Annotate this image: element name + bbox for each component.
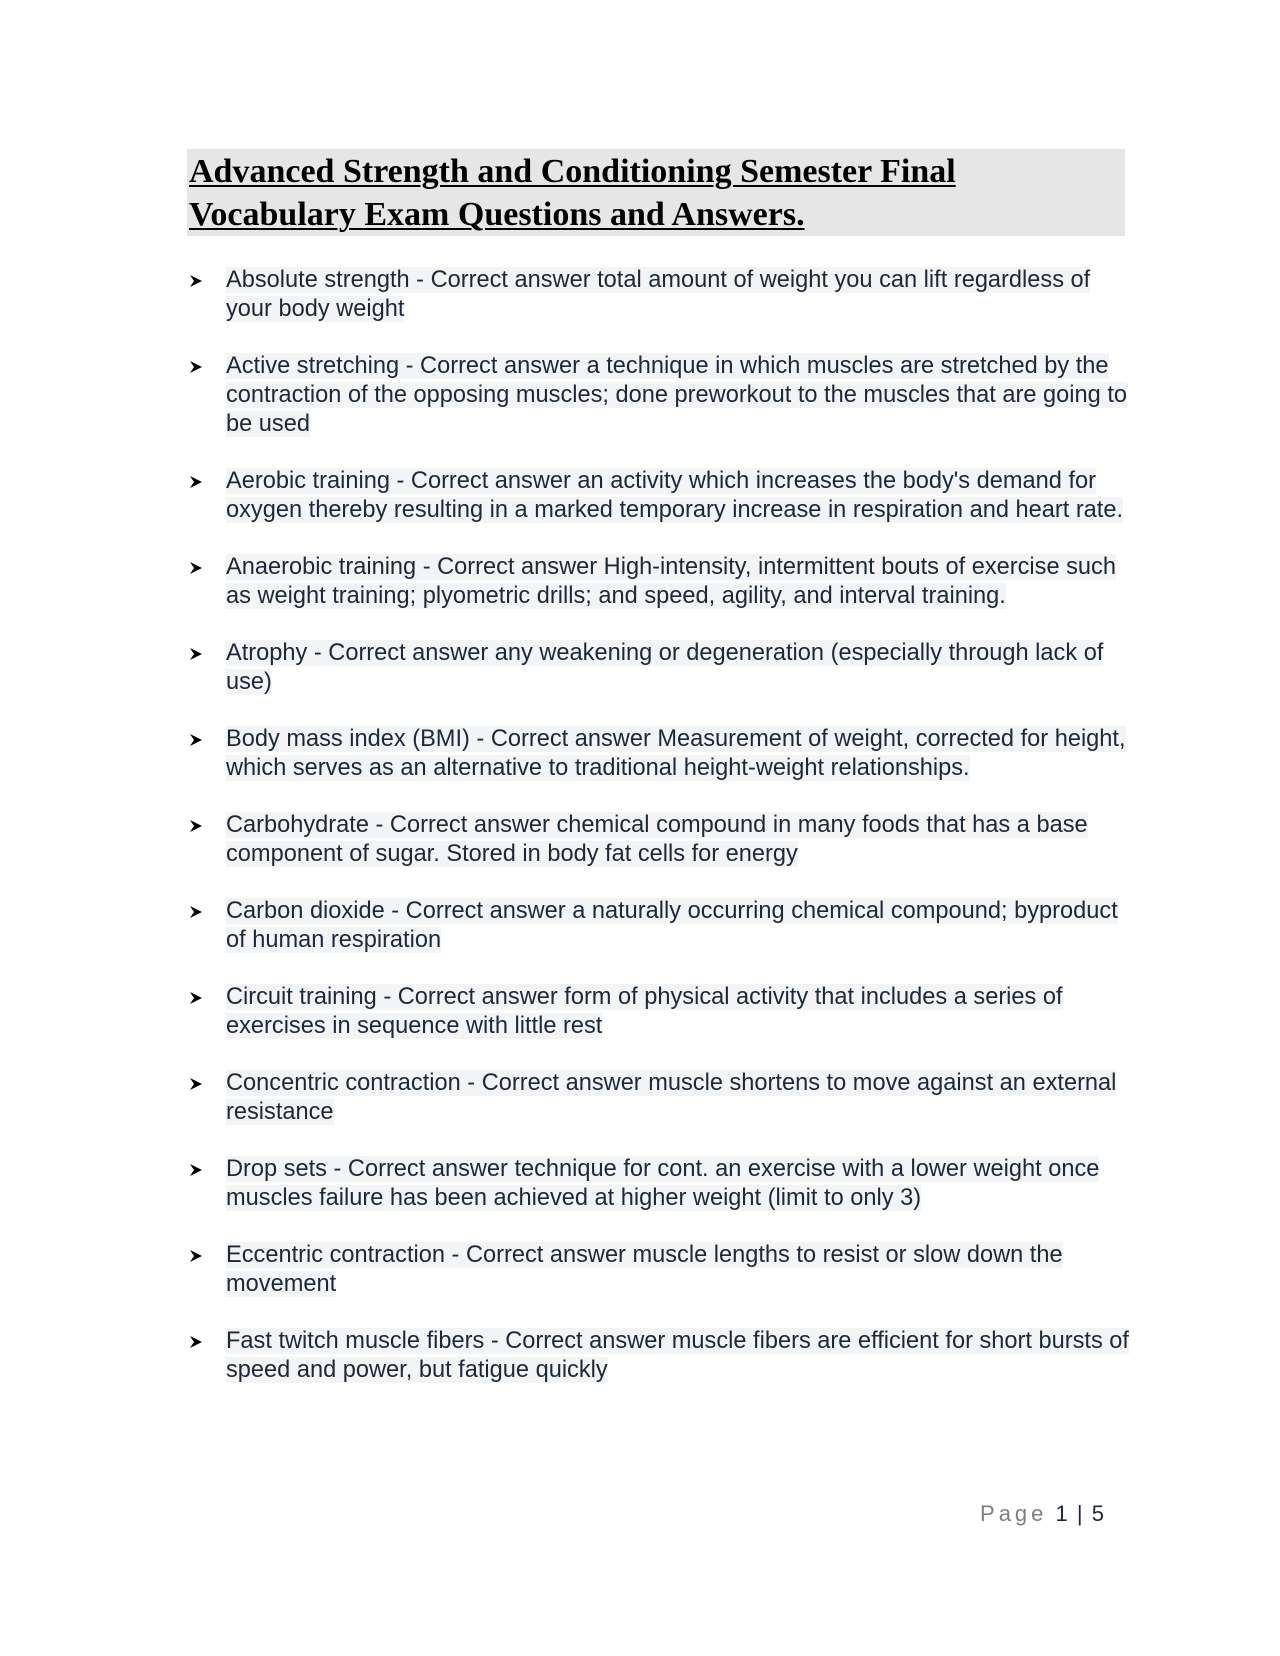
document-title: Advanced Strength and Conditioning Semester Final Vocabulary Exam Questions and Answers. [189,153,956,233]
list-item [189,1155,1129,1213]
arrowhead-bullet-icon [189,983,211,1012]
list-item [189,725,1129,783]
list-item [189,352,1129,439]
term-text: Aerobic training - Correct answer an activity which increases the body's demand for oxygen thereby resulting in a marked temporary increase in respiration and heart rate. [226,468,1124,523]
arrowhead-bullet-icon [189,811,211,840]
term-text: Fast twitch muscle fibers - Correct answer muscle fibers are efficient for short bursts of speed and power, but fatigue quickly [226,1328,1129,1383]
page-total: 5 [1091,1501,1104,1526]
arrowhead-bullet-icon [189,352,211,381]
vocabulary-list [189,266,1129,1413]
list-item [189,467,1129,525]
term-text: Circuit training - Correct answer form of physical activity that includes a series of exercises in sequence with little rest [226,984,1063,1039]
arrowhead-bullet-icon [189,467,211,496]
list-item [189,897,1129,955]
page-footer [980,1500,1104,1528]
term-text: Eccentric contraction - Correct answer muscle lengths to resist or slow down the movement [226,1242,1063,1297]
term-text: Carbon dioxide - Correct answer a naturally occurring chemical compound; byproduct of human respiration [226,898,1118,953]
list-item [189,1241,1129,1299]
page-label: Page [980,1501,1048,1526]
term-text: Concentric contraction - Correct answer muscle shortens to move against an external resistance [226,1070,1117,1125]
arrowhead-bullet-icon [189,897,211,926]
arrowhead-bullet-icon [189,1069,211,1098]
term-text: Body mass index (BMI) - Correct answer Measurement of weight, corrected for height, which serves as an alternative to traditional height-weight relationships. [226,726,1126,781]
arrowhead-bullet-icon [189,639,211,668]
list-item [189,266,1129,324]
arrowhead-bullet-icon [189,1241,211,1270]
term-text: Carbohydrate - Correct answer chemical compound in many foods that has a base component of sugar. Stored in body fat cells for energy [226,812,1088,867]
term-text: Absolute strength - Correct answer total amount of weight you can lift regardless of your body weight [226,267,1091,322]
arrowhead-bullet-icon [189,1327,211,1356]
arrowhead-bullet-icon [189,725,211,754]
term-text: Active stretching - Correct answer a technique in which muscles are stretched by the contraction of the opposing muscles; done preworkout to the muscles that are going to be used [226,353,1128,437]
list-item [189,811,1129,869]
page-separator: | [1076,1501,1083,1526]
page-number: 1 [1055,1501,1068,1526]
term-text: Anaerobic training - Correct answer High-intensity, intermittent bouts of exercise such as weight training; plyometric drills; and speed, agility, and interval training. [226,554,1116,609]
term-text: Atrophy - Correct answer any weakening or degeneration (especially through lack of use) [226,640,1104,695]
list-item [189,1327,1129,1385]
list-item [189,1069,1129,1127]
arrowhead-bullet-icon [189,553,211,582]
term-text: Drop sets - Correct answer technique for cont. an exercise with a lower weight once muscles failure has been achieved at higher weight (limit to only 3) [226,1156,1100,1211]
list-item [189,553,1129,611]
list-item [189,983,1129,1041]
arrowhead-bullet-icon [189,1155,211,1184]
list-item [189,639,1129,697]
arrowhead-bullet-icon [189,266,211,295]
